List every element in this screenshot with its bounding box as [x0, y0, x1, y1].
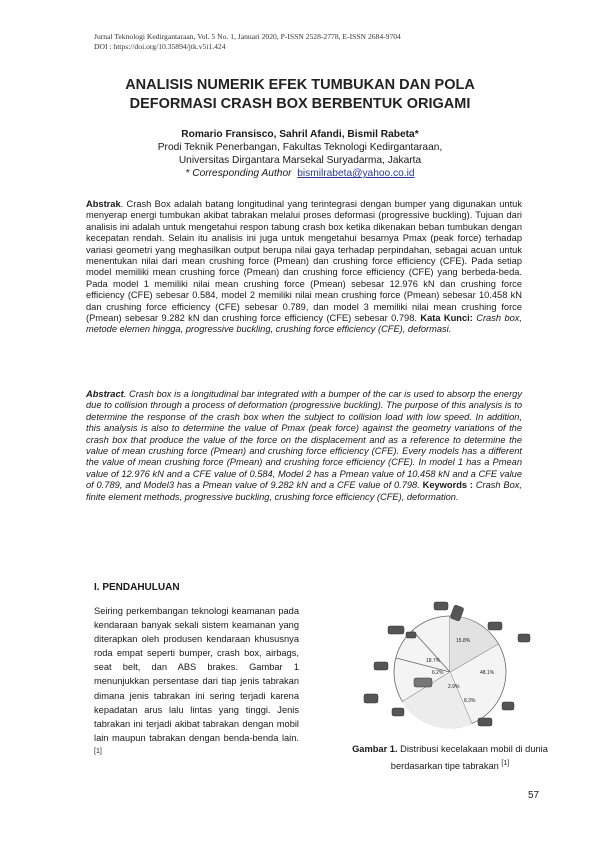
section-heading: I. PENDAHULUAN	[94, 582, 180, 593]
car-icon	[388, 626, 404, 634]
caption-citation[interactable]: [1]	[501, 759, 510, 767]
abstract-indonesian	[86, 199, 522, 336]
keywords-en-label: Keywords :	[422, 480, 473, 491]
figure-illustration	[352, 598, 548, 738]
affiliation-line-2: Universitas Dirgantara Marsekal Suryadarma, Jakarta	[178, 155, 422, 166]
car-icon	[406, 632, 416, 638]
intro-citation[interactable]: [1]	[94, 747, 102, 755]
figure-collision-distribution	[352, 598, 548, 738]
journal-doi: DOI : https://doi.org/10.35894/jtk.v5i1.424	[94, 42, 226, 51]
pie-label: 2.9%	[448, 684, 460, 690]
keywords-en-text: Crash Box, finite element methods, progressive buckling, crushing force efficiency (CFE), deformation.	[86, 480, 522, 502]
keywords-id-text: Crash box, metode elemen hingga, progressive buckling, crushing force efficiency (CFE), deformasi.	[86, 313, 523, 335]
car-icon	[478, 718, 492, 726]
paper-title	[60, 76, 540, 114]
car-icon	[502, 702, 514, 710]
abstract-id-label: Abstrak	[86, 199, 121, 209]
intro-text: Seiring perkembangan teknologi keamanan pada kendaraan banyak sekali sistem keamanan yang diterapkan oleh produsen kendaraan khususnya roda empat seperti bumper, crash box, airbags, seat belt, dan ABS brakes. Gambar 1 menunjukkan persentase dari tiap jenis tabrakan dimana jenis tabrakan ini sering terjadi karena kepadatan arus lalu lintas yang tinggi. Jenis tabrakan ini terjadi akibat tabrakan dengan mobil lain maupun tabrakan dengan benda-benda lain.	[94, 606, 299, 743]
journal-citation: Jurnal Teknologi Kedirgantaraan, Vol. 5 No. 1, Januari 2020, P-ISSN 2528-2778, E-ISSN 2684-9704	[94, 32, 401, 41]
car-icon	[518, 634, 530, 642]
keywords-id-label: Kata Kunci:	[420, 313, 473, 324]
caption-text: Distribusi kecelakaan mobil di dunia berdasarkan tipe tabrakan	[390, 744, 548, 771]
figure-caption	[352, 742, 548, 773]
abstract-english	[86, 389, 522, 503]
abstract-en-label: Abstract	[86, 389, 124, 399]
journal-header	[94, 32, 524, 52]
corresponding-author	[60, 167, 540, 180]
car-icon	[488, 622, 502, 630]
corresponding-label: * Corresponding Author	[185, 168, 292, 179]
pie-label: 48.1%	[480, 670, 495, 676]
intro-paragraph	[94, 604, 299, 761]
pie-label: 8.3%	[464, 698, 476, 704]
car-icon	[414, 678, 432, 687]
car-icon	[392, 708, 404, 716]
author-names: Romario Fransisco, Sahril Afandi, Bismil Rabeta*	[181, 129, 419, 140]
pie-label: 15.8%	[456, 638, 471, 644]
pie-label: 18.7%	[426, 658, 441, 664]
page-number: 57	[528, 790, 540, 801]
car-icon	[374, 662, 388, 670]
affiliation-line-1: Prodi Teknik Penerbangan, Fakultas Teknologi Kedirgantaraan,	[157, 142, 443, 153]
car-icon	[434, 602, 448, 610]
title-line-1: ANALISIS NUMERIK EFEK TUMBUKAN DAN POLA	[125, 77, 475, 93]
car-icon	[364, 694, 378, 703]
author-email-link[interactable]: bismilrabeta@yahoo.co.id	[297, 168, 415, 179]
caption-label: Gambar 1.	[352, 744, 398, 754]
title-line-2: DEFORMASI CRASH BOX BERBENTUK ORIGAMI	[129, 96, 471, 112]
author-block	[60, 128, 540, 180]
pie-label: 6.2%	[432, 670, 444, 676]
abstract-id-text: . Crash Box adalah batang longitudinal yang terintegrasi dengan bumper yang digunakan untuk menyerap energi tumbukan akibat tabrakan melalui proses deformasi (progressive buckling). Tujuan dari analisis ini adalah untuk mengetahui respon tabung crash box ketika dikenakan beban tumbukan dengan kecepatan rendah. Selain itu analisis ini juga untuk mengetahui besarnya Pmax (peak force) terhadap variasi geometri yang meghasilkan output berupa nilai gaya terhadap perpindahan, sebagai acuan untuk menentukan nilai dari mean crushing force (Pmean) dan crushing force efficiency (CFE). Pada setiap model memiliki mean crushing force (Pmean) dan crushing force efficiency (CFE) yang berbeda-beda. Pada model 1 memiliki nilai mean crushing force (Pmean) sebesar 12.976 kN dan crushing force efficiency (CFE) sebesar 0.584, model 2 memiliki nilai mean crushing force (Pmean) sebesar 10.458 kN dan crushing force efficiency (CFE) sebesar 0.789, dan model 3 memiliki nilai mean crushing force (Pmean) sebesar 9.282 kN dan crushing force efficiency (CFE) sebesar 0.798.	[86, 199, 522, 324]
abstract-en-text: . Crash box is a longitudinal bar integrated with a bumper of the car is used to absorp the energy due to collision through a process of deformation (progressive buckling). The purpose of this analysis is to determine the response of the crash box when the subject to collision load with low speed. In addition, this analysis is also to determine the value of Pmax (peak force) against the geometry variations of the crash box that produce the value of the force on the displacement and as a reference to determine the value of mean crushing force (Pmean) and crushing force efficiency (CFE). Every models has a different the value of mean crushing force (Pmean) and crushing force efficiency (CFE). In model 1 has a Pmean value of 12.976 kN and a CFE value of 0.584, Model 2 has a Pmean value of 10.458 kN and a CFE value of 0.789, and Model3 has a Pmean value of 9.282 kN and a CFE value of 0.798.	[86, 389, 522, 491]
